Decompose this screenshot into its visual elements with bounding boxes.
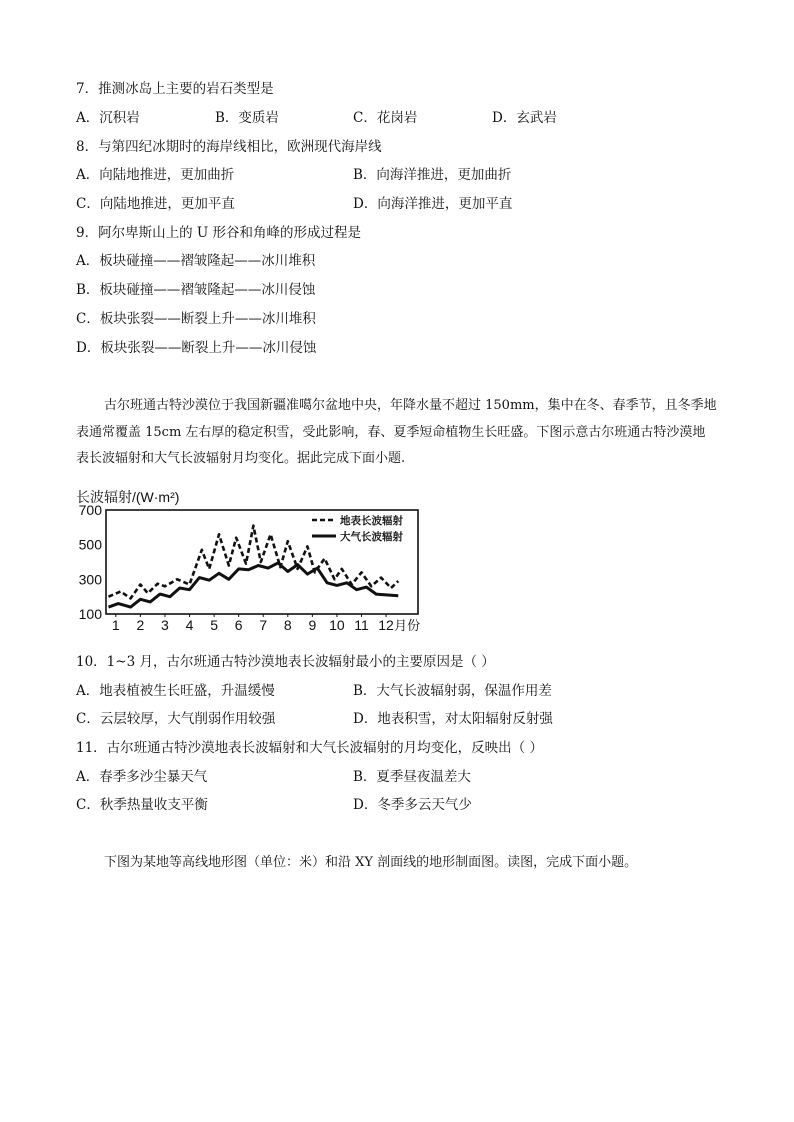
passage2: 下图为某地等高线地形图（单位：米）和沿 XY 剖面线的地形制面图。读图，完成下面小题。 [104,855,638,870]
y-tick-label-500: 500 [78,536,102,553]
q8-option-c: C．向陆地推进，更加平直 [76,196,235,212]
passage1-line-2: 表通常覆盖 15cm 左右厚的稳定积雪，受此影响，春、夏季短命植物生长旺盛。下图示意古尔班通古特沙漠地 [76,425,706,440]
q9-option-c: C．板块张裂——断裂上升——冰川堆积 [76,311,316,327]
x-tick-label-2: 2 [136,617,145,633]
q11-option-a: A．春季多沙尘暴天气 [76,769,208,785]
q7-option-c: C．花岗岩 [353,110,418,126]
q10-option-d: D．地表积雪，对太阳辐射反射强 [353,711,553,727]
x-tick-label-5: 5 [210,617,218,633]
longwave-radiation-chart [74,484,454,640]
q11-option-b: B．夏季昼夜温差大 [353,769,471,785]
x-tick-label-7: 7 [259,617,268,633]
q7-option-b: B．变质岩 [215,110,279,126]
q8-option-d: D．向海洋推进，更加平直 [353,196,513,212]
q10-option-a: A．地表植被生长旺盛，升温缓慢 [76,683,275,699]
x-tick-label-9: 9 [308,617,317,633]
legend-label-2: 大气长波辐射 [340,531,403,543]
q9-option-b: B．板块碰撞——褶皱隆起——冰川侵蚀 [76,282,316,298]
q9-option-a: A．板块碰撞——褶皱隆起——冰川堆积 [76,253,316,269]
passage1-line-1: 古尔班通古特沙漠位于我国新疆准噶尔盆地中央，年降水量不超过 150mm，集中在冬、春季节，且冬季地 [104,398,717,413]
q10-stem: 10．1~3 月，古尔班通古特沙漠地表长波辐射最小的主要原因是（ ） [76,654,495,670]
x-tick-label-4: 4 [185,617,194,633]
q8-option-a: A．向陆地推进，更加曲折 [76,167,235,183]
q7-option-a: A．沉积岩 [76,110,140,126]
x-axis-label: 月份 [394,618,421,633]
y-axis-label: 长波辐射/(W·m²) [76,489,180,505]
q11-stem: 11．古尔班通古特沙漠地表长波辐射和大气长波辐射的月均变化，反映出（ ） [76,740,543,756]
x-tick-label-8: 8 [283,617,292,633]
series-line-2 [109,563,399,607]
x-tick-label-11: 11 [354,617,369,633]
x-tick-label-3: 3 [161,617,169,633]
q9-stem: 9．阿尔卑斯山上的 U 形谷和角峰的形成过程是 [76,225,362,241]
q8-stem: 8．与第四纪冰期时的海岸线相比，欧洲现代海岸线 [76,139,382,155]
q11-option-c: C．秋季热量收支平衡 [76,797,208,813]
legend-label-1: 地表长波辐射 [340,515,403,527]
y-tick-label-100: 100 [78,606,102,622]
q8-option-b: B．向海洋推进，更加曲折 [353,167,512,183]
q9-option-d: D．板块张裂——断裂上升——冰川侵蚀 [76,340,317,356]
x-tick-label-12: 12 [378,617,394,633]
q7-option-d: D．玄武岩 [492,110,557,126]
q11-option-d: D．冬季多云天气少 [353,797,472,813]
x-tick-label-10: 10 [329,617,345,633]
x-tick-label-1: 1 [111,617,120,633]
q10-option-c: C．云层较厚，大气削弱作用较强 [76,711,276,727]
q7-stem: 7．推测冰岛上主要的岩石类型是 [76,81,274,97]
q10-option-b: B．大气长波辐射弱，保温作用差 [353,683,552,699]
y-tick-label-700: 700 [78,502,102,518]
y-tick-label-300: 300 [78,571,102,588]
x-tick-label-6: 6 [234,617,243,633]
passage1-line-3: 表长波辐射和大气长波辐射月均变化。据此完成下面小题. [76,451,406,466]
